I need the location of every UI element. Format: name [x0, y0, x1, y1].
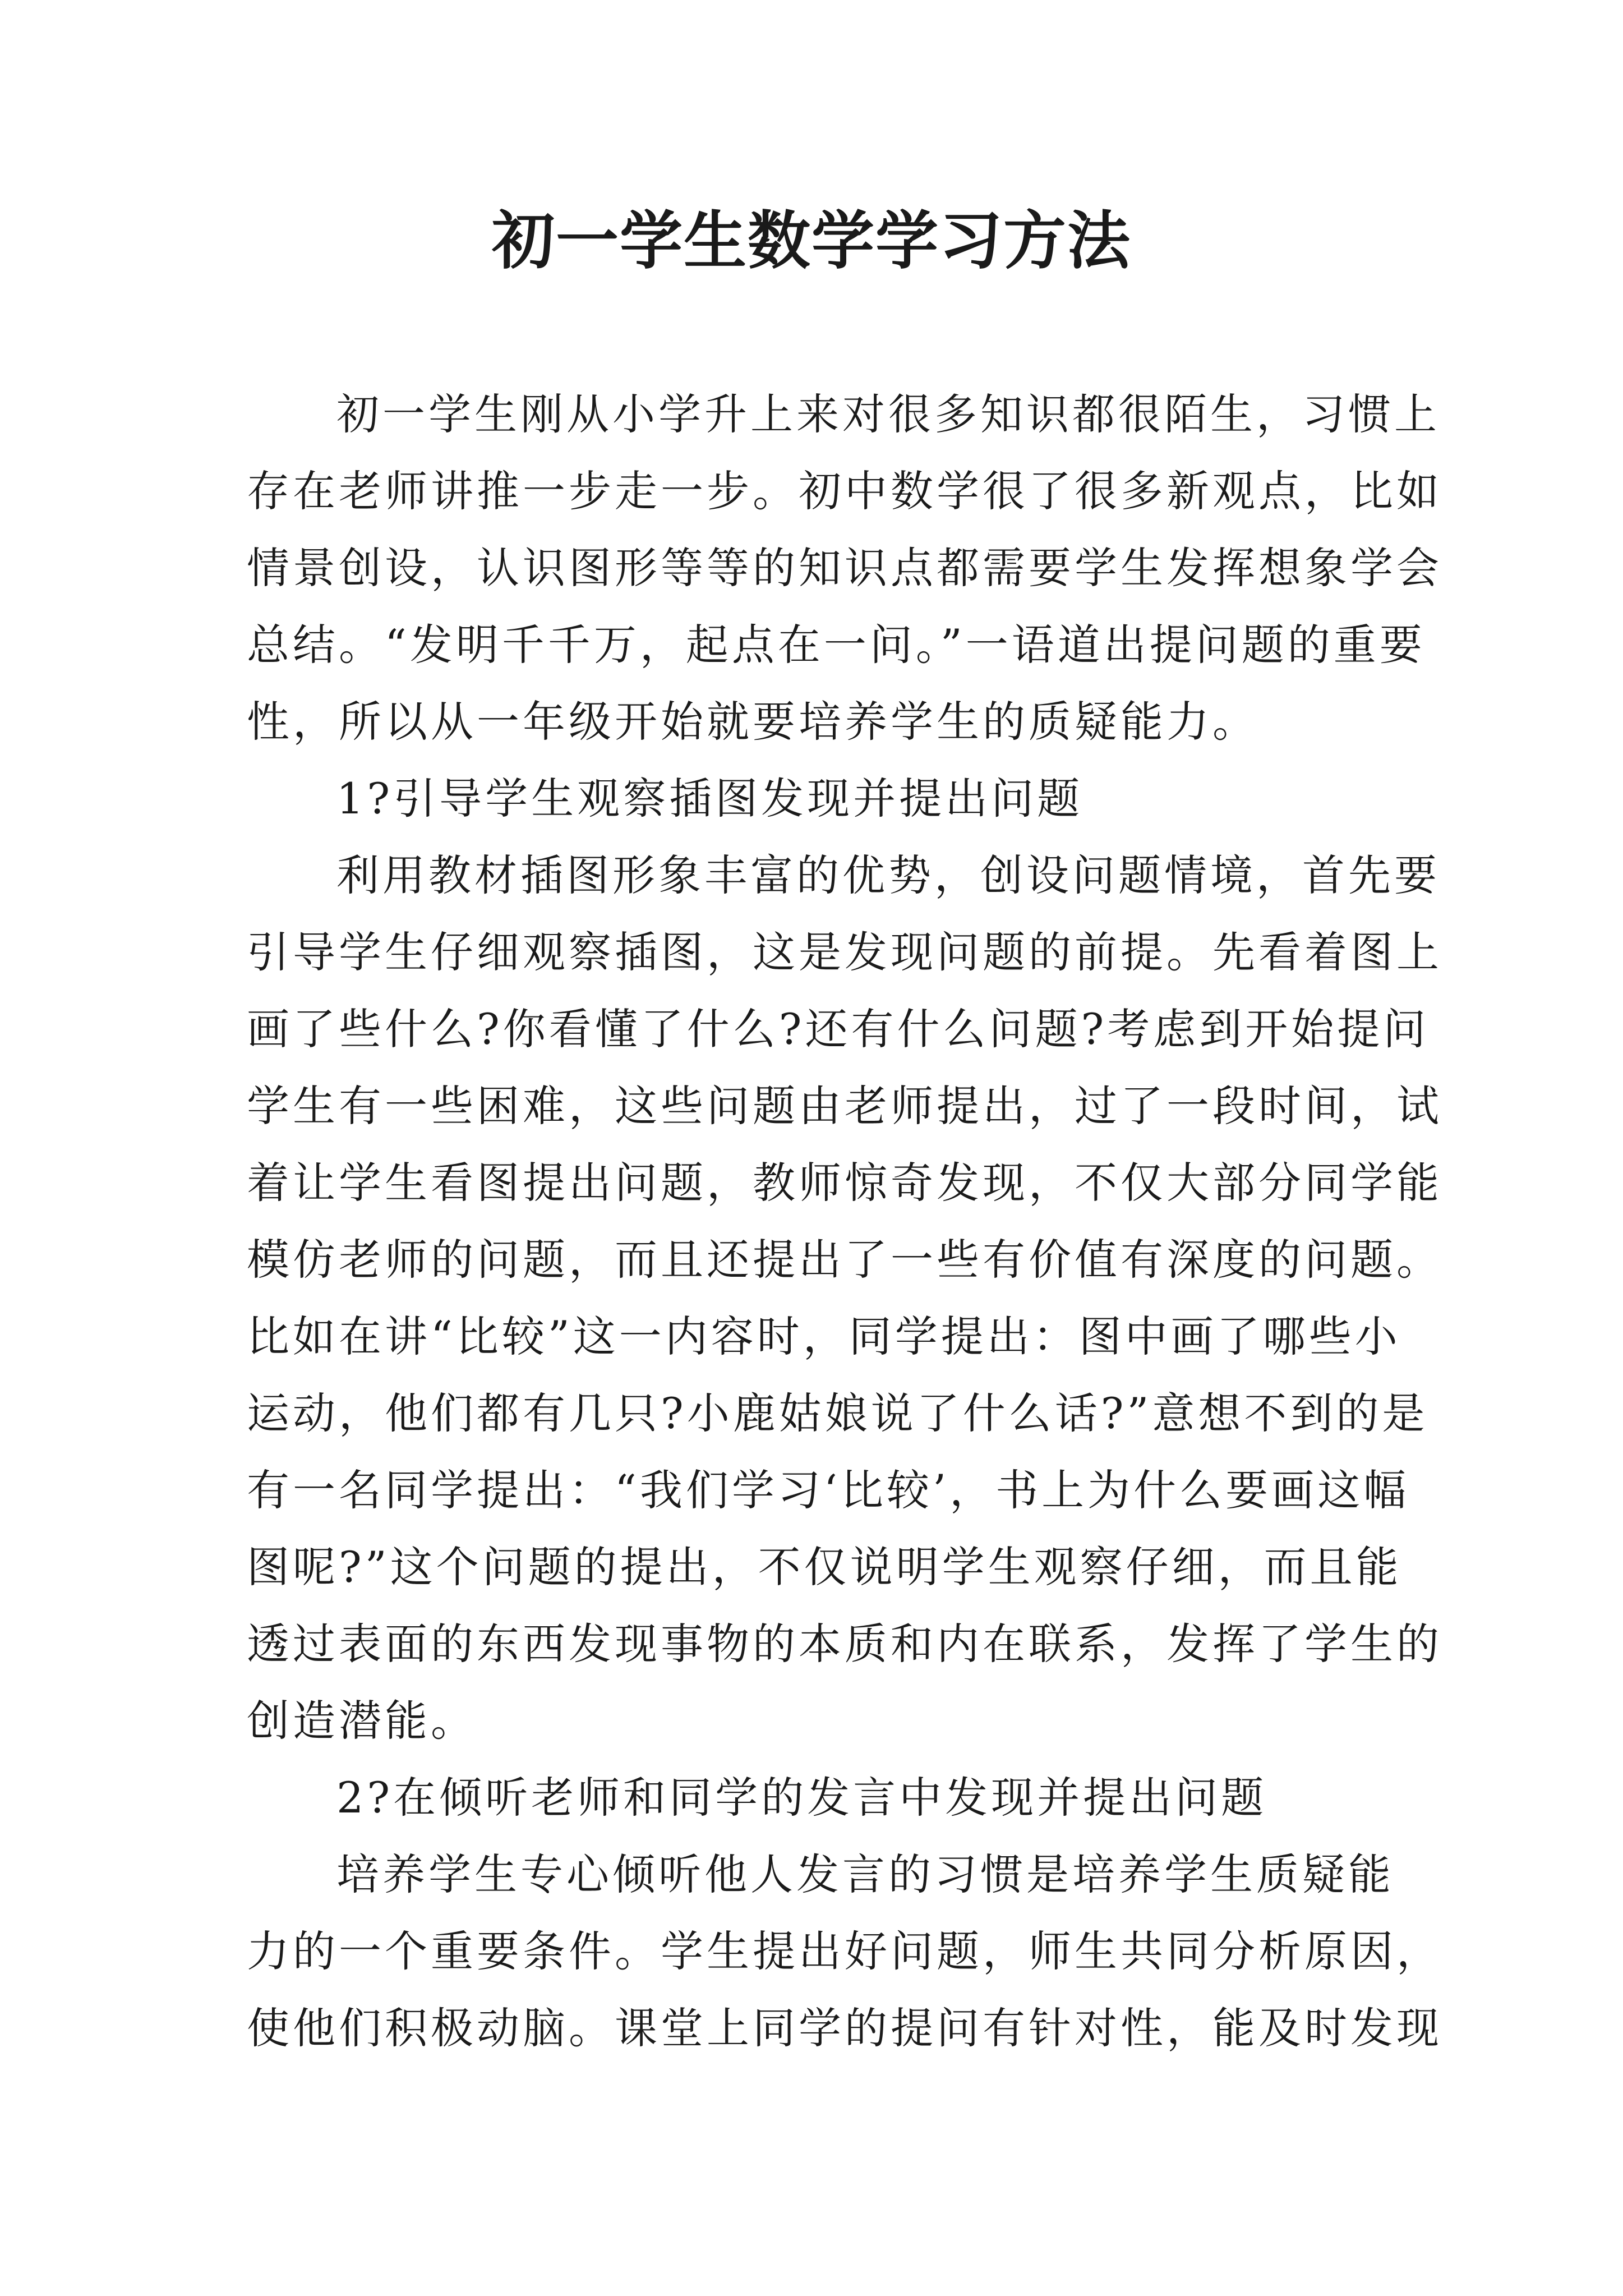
section-heading: 2?在倾听老师和同学的发言中发现并提出问题 — [336, 1773, 1267, 1823]
paragraph-line: 性，所以从一年级开始就要培养学生的质疑能力。 — [247, 697, 1258, 747]
paragraph-line: 图呢?”这个问题的提出，不仅说明学生观察仔细，而且能 — [247, 1542, 1402, 1592]
paragraph-line: 有一名同学提出：“我们学习‘比较’，书上为什么要画这幅 — [247, 1465, 1410, 1515]
paragraph-line: 力的一个重要条件。学生提出好问题，师生共同分析原因， — [247, 1926, 1442, 1976]
document-body — [247, 376, 1442, 2067]
paragraph-line: 引导学生仔细观察插图，这是发现问题的前提。先看着图上 — [247, 927, 1442, 977]
paragraph-line: 总结。“发明千千万，起点在一问。”一语道出提问题的重要 — [247, 620, 1426, 670]
paragraph-line: 着让学生看图提出问题，教师惊奇发现，不仅大部分同学能 — [247, 1158, 1442, 1208]
paragraph-line: 透过表面的东西发现事物的本质和内在联系，发挥了学生的 — [247, 1619, 1442, 1669]
paragraph-line: 情景创设，认识图形等等的知识点都需要学生发挥想象学会 — [247, 543, 1442, 593]
paragraph-line: 使他们积极动脑。课堂上同学的提问有针对性，能及时发现 — [247, 2003, 1442, 2053]
paragraph-line: 画了些什么?你看懂了什么?还有什么问题?考虑到开始提问 — [247, 1004, 1430, 1054]
section-heading: 1?引导学生观察插图发现并提出问题 — [336, 774, 1083, 823]
paragraph-line: 学生有一些困难，这些问题由老师提出，过了一段时间，试 — [247, 1081, 1442, 1131]
document-title: 初一学生数学学习方法 — [492, 204, 1131, 278]
paragraph-line: 利用教材插图形象丰富的优势，创设问题情境，首先要 — [336, 850, 1440, 900]
paragraph-line: 存在老师讲推一步走一步。初中数学很了很多新观点，比如 — [247, 466, 1442, 516]
paragraph-line: 创造潜能。 — [247, 1696, 477, 1746]
paragraph-line: 初一学生刚从小学升上来对很多知识都很陌生，习惯上 — [336, 389, 1440, 439]
paragraph-line: 比如在讲“比较”这一内容时，同学提出：图中画了哪些小 — [247, 1312, 1401, 1361]
paragraph-line: 运动，他们都有几只?小鹿姑娘说了什么话?”意想不到的是 — [247, 1388, 1428, 1438]
paragraph-line: 模仿老师的问题，而且还提出了一些有价值有深度的问题。 — [247, 1235, 1442, 1285]
paragraph-line: 培养学生专心倾听他人发言的习惯是培养学生质疑能 — [336, 1849, 1394, 1899]
